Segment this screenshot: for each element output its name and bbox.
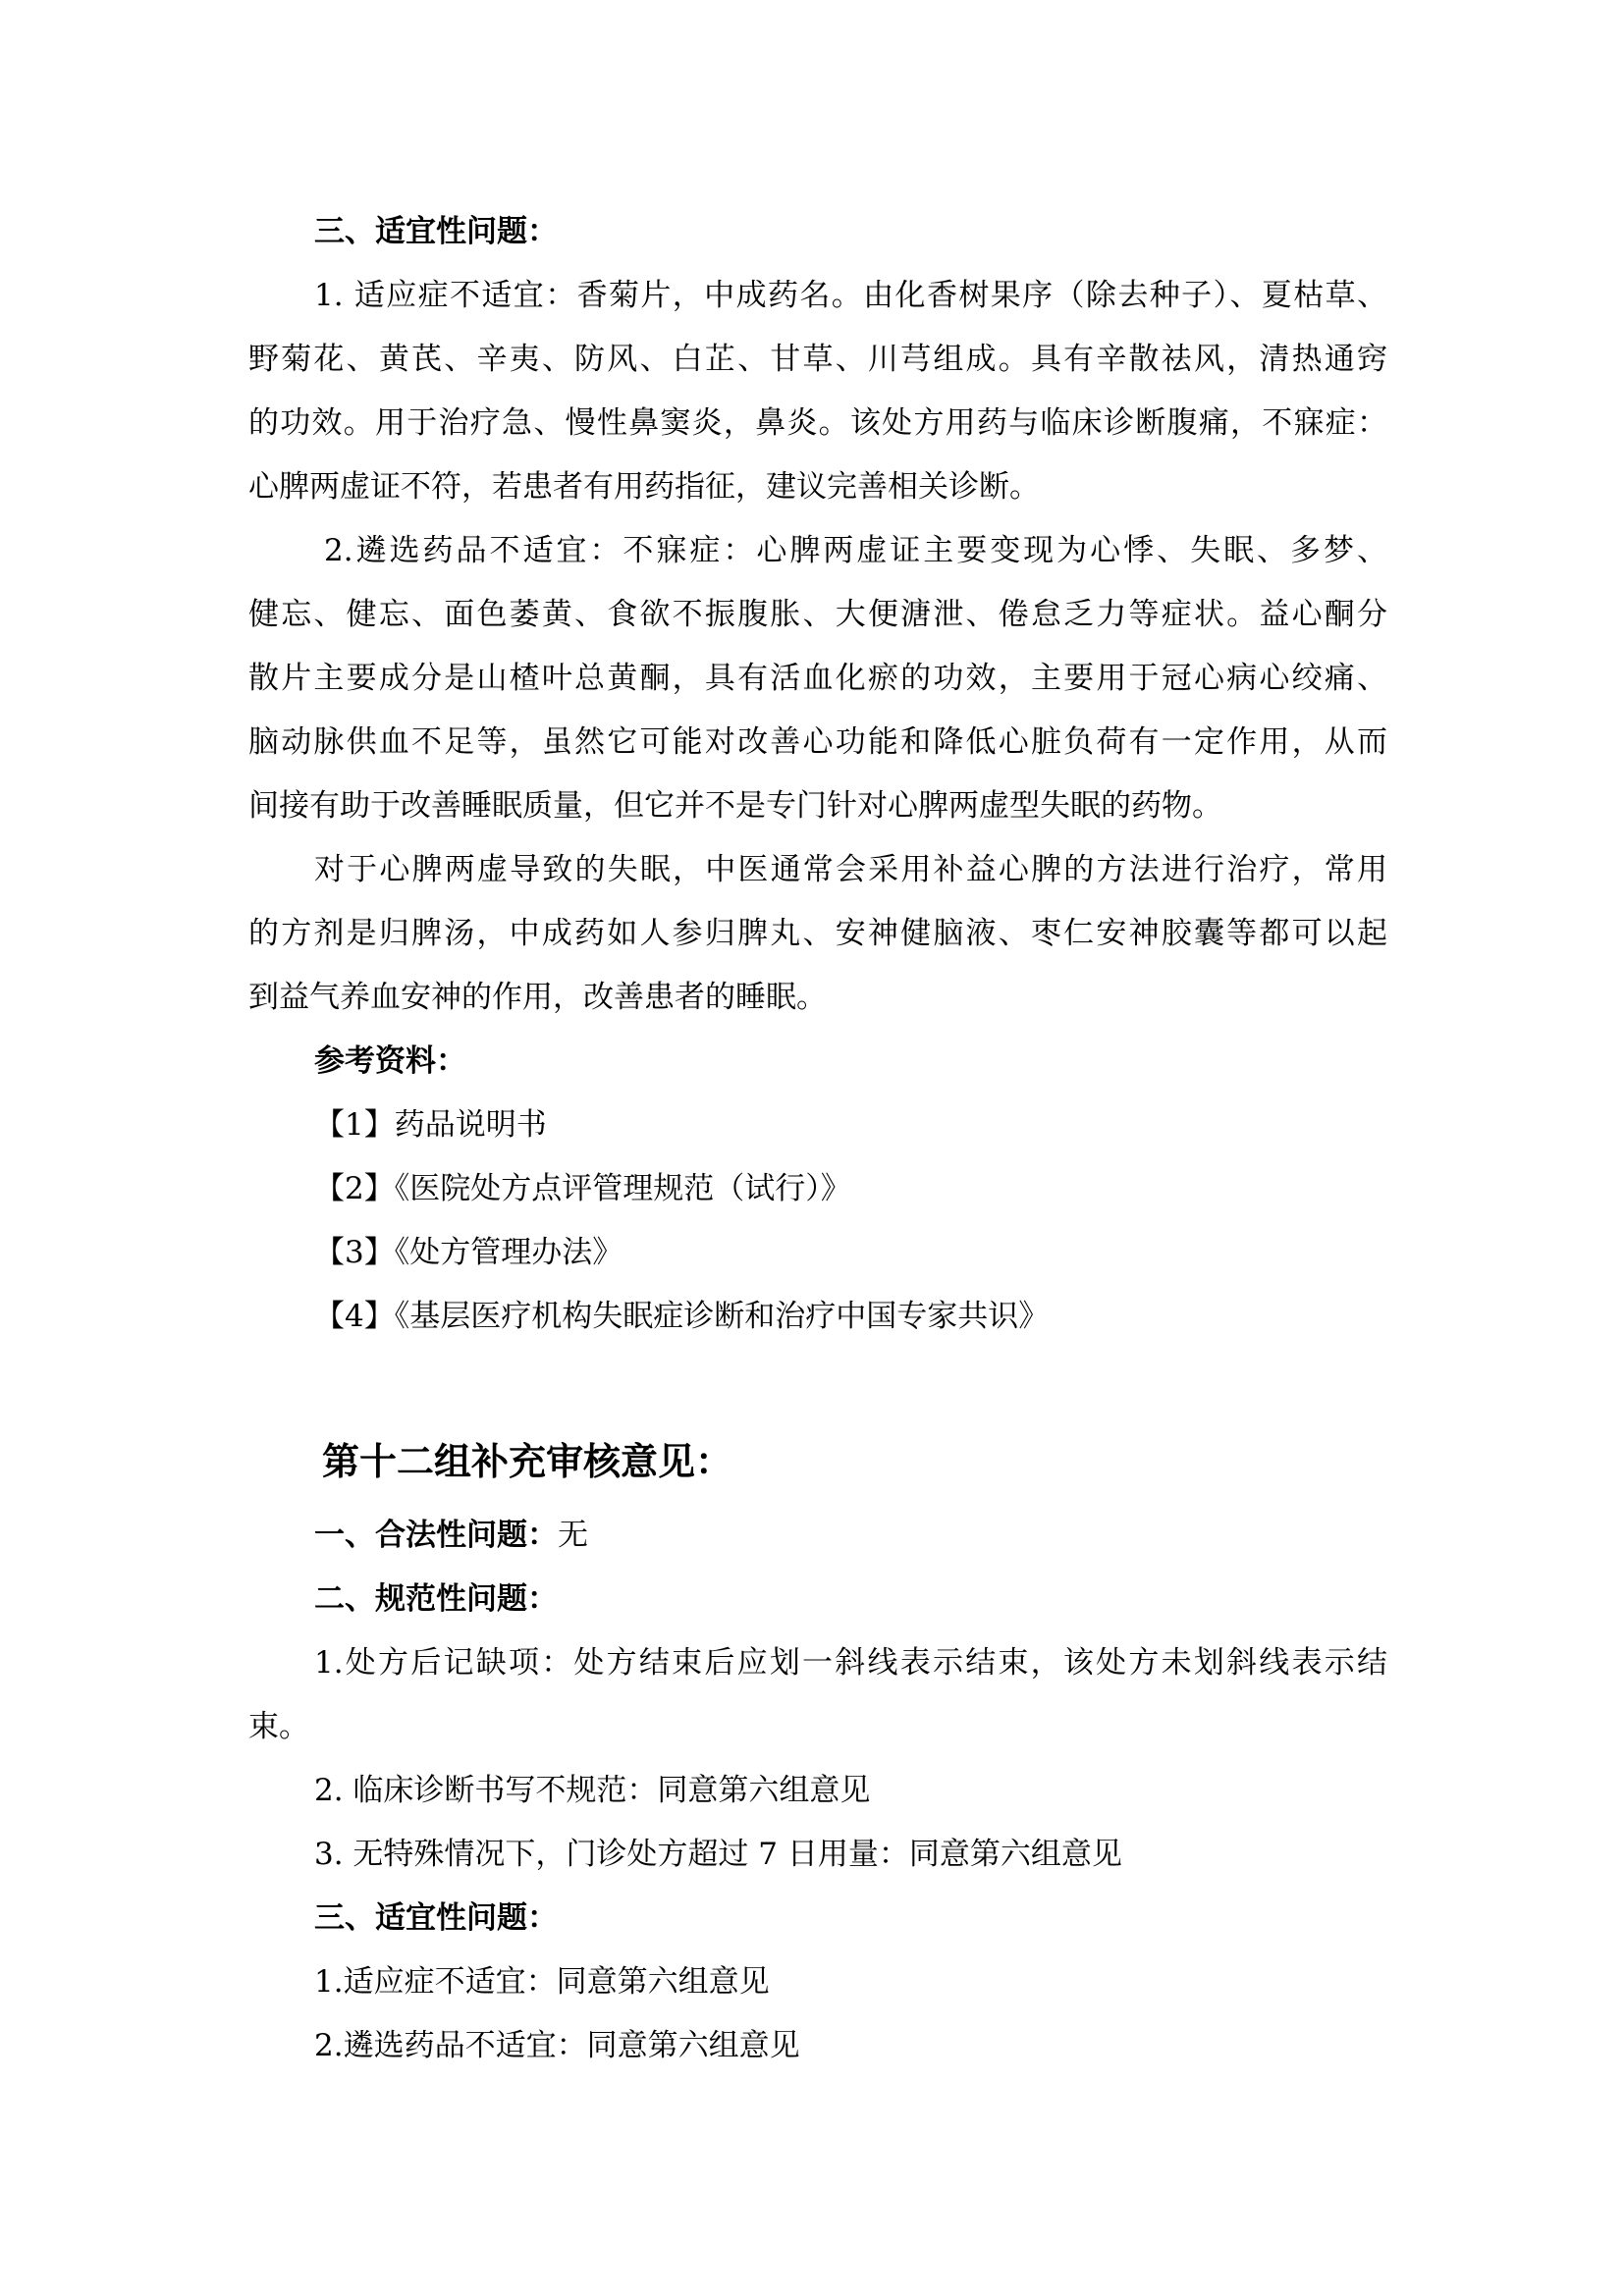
paragraph-line: 心脾两虚证不符，若患者有用药指征，建议完善相关诊断。	[248, 469, 1040, 505]
paragraph-line: 2.遴选药品不适宜：不寐症：心脾两虚证主要变现为心悸、失眠、多梦、	[324, 533, 1387, 568]
paragraph-line: 1.处方后记缺项：处方结束后应划一斜线表示结束，该处方未划斜线表示结	[314, 1645, 1387, 1681]
paragraph-line: 散片主要成分是山楂叶总黄酮，具有活血化瘀的功效，主要用于冠心病心绞痛、	[248, 661, 1387, 696]
paragraph-line: 野菊花、黄芪、辛夷、防风、白芷、甘草、川芎组成。具有辛散祛风，清热通窍	[248, 342, 1387, 377]
paragraph-line: 脑动脉供血不足等，虽然它可能对改善心功能和降低心脏负荷有一定作用，从而	[248, 724, 1387, 760]
reference-item: 【1】药品说明书	[314, 1107, 547, 1143]
legal-value: 无	[558, 1518, 588, 1553]
paragraph-line: 健忘、健忘、面色萎黄、食欲不振腹胀、大便溏泄、倦怠乏力等症状。益心酮分	[248, 597, 1387, 632]
paragraph-line: 间接有助于改善睡眠质量，但它并不是专门针对心脾两虚型失眠的药物。	[248, 788, 1222, 824]
section-title: 第十二组补充审核意见：	[322, 1440, 733, 1483]
norm-heading: 二、规范性问题：	[314, 1581, 558, 1617]
norm-item: 3. 无特殊情况下，门诊处方超过 7 日用量：同意第六组意见	[314, 1837, 1122, 1872]
legal-issue-line	[314, 1516, 1394, 1555]
paragraph-line: 1. 适应症不适宜：香菊片，中成药名。由化香树果序（除去种子）、夏枯草、	[314, 278, 1387, 313]
paragraph-line: 对于心脾两虚导致的失眠，中医通常会采用补益心脾的方法进行治疗，常用	[314, 852, 1387, 887]
suitability-heading: 三、适宜性问题：	[314, 1900, 558, 1936]
suitability-item: 1.适应症不适宜：同意第六组意见	[314, 1964, 770, 2000]
references-heading: 参考资料：	[314, 1043, 466, 1079]
reference-item: 【4】《基层医疗机构失眠症诊断和治疗中国专家共识》	[314, 1299, 1050, 1334]
paragraph-line: 到益气养血安神的作用，改善患者的睡眠。	[248, 980, 827, 1015]
paragraph-line: 束。	[248, 1709, 309, 1744]
paragraph-line: 的方剂是归脾汤，中成药如人参归脾丸、安神健脑液、枣仁安神胶囊等都可以起	[248, 916, 1387, 951]
norm-item: 2. 临床诊断书写不规范：同意第六组意见	[314, 1773, 871, 1808]
reference-item: 【2】《医院处方点评管理规范（试行）》	[314, 1171, 851, 1206]
section-heading-suitability: 三、适宜性问题：	[314, 214, 558, 249]
legal-heading: 一、合法性问题：	[314, 1518, 558, 1553]
paragraph-line: 的功效。用于治疗急、慢性鼻窦炎，鼻炎。该处方用药与临床诊断腹痛，不寐症：	[248, 405, 1387, 441]
suitability-item: 2.遴选药品不适宜：同意第六组意见	[314, 2028, 800, 2063]
reference-item: 【3】《处方管理办法》	[314, 1235, 623, 1270]
